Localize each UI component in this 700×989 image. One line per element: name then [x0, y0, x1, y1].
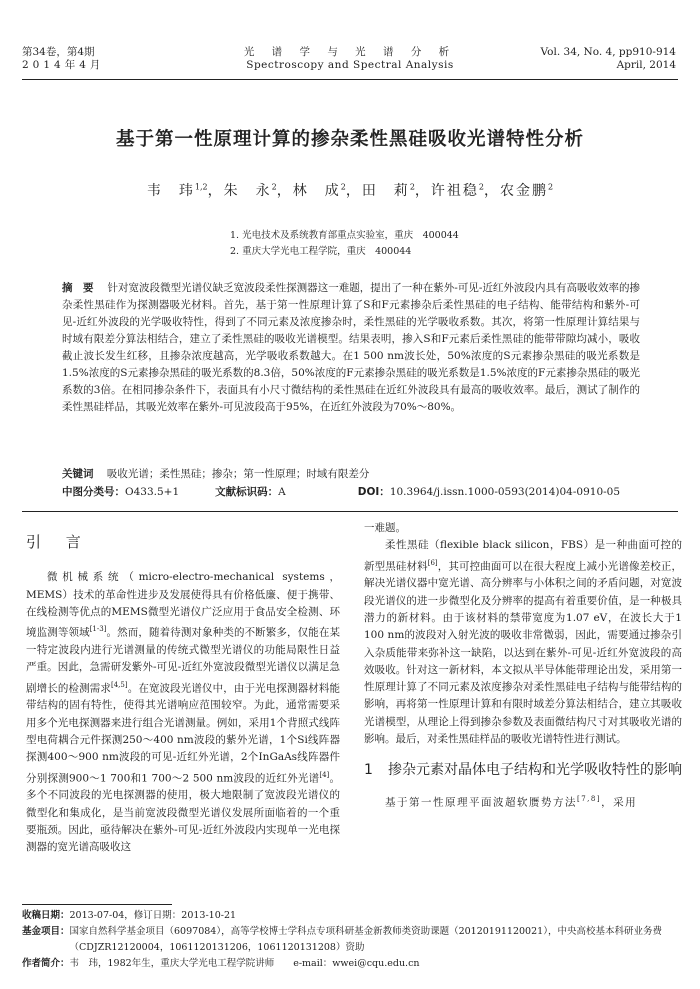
intro-heading: 引 言	[26, 533, 91, 551]
author: 林 成$^2$	[292, 182, 346, 199]
paper-title: 基于第一性原理计算的掺杂柔性黑硅吸收光谱特性分析	[115, 129, 584, 150]
volume-pages-en: Vol. 34, No. 4, pp910-914	[540, 46, 676, 58]
header-rule	[22, 79, 678, 80]
section-1-heading	[364, 760, 682, 781]
citation[interactable]: [4,5]	[110, 680, 128, 689]
abstract-text: 针对宽波段微型光谱仪缺乏宽波段柔性探测器这一难题，提出了一种在紫外-可见-近红外波段内具有高吸收效率的掺杂柔性黑硅作为探测器吸光材料。首先，基于第一性原理计算了S和F元素掺杂后柔性黑硅的电子结构、能带结构和紫外-可见-近红外波段的光学吸收特性，得到了不同元素及浓度掺杂时，柔性黑硅的光学吸收系数。其次，将第一性原理计算结果与时域有限差分算法相结合，建立了柔性黑硅的吸收光谱模型。结果表明，掺入S和F元素后柔性黑硅的能带带隙均减小，吸收截止波长发生红移，且掺杂浓度越高，光学吸收系数越大。在1 500 nm波长处，50%浓度的S元素掺杂黑硅的吸光系数是1.5%浓度的S元素掺杂黑硅的吸光系数的8.3倍，50%浓度的F元素掺杂黑硅的吸光系数是1.5%浓度的F元素掺杂黑硅的吸光系数的3倍。在相同掺杂条件下，表面具有小尺寸微结构的柔性黑硅在近红外波段具有最高的吸收效率。最后，测试了制作的柔性黑硅样品，其吸光效率在紫外-可见波段高于95%，在近红外波段为70%～80%。	[62, 282, 641, 413]
fund-info: 基金项目： 国家自然科学基金项目（6097084），高等学校博士学科点专项科研基金新教师类资助课题（20120191120021），中央高校基本科研业务费（CDJZR12120004，1061120131206，1061120131208）资助	[22, 926, 662, 953]
doi-value[interactable]: 10.3964/j.issn.1000-0593(2014)04-0910-05	[389, 486, 621, 498]
right-column	[364, 520, 682, 812]
keywords	[62, 466, 369, 481]
date-cn: 2014年4月	[22, 59, 105, 71]
author: 农金鹏$^2$	[500, 182, 554, 199]
journal-name-en: Spectroscopy and Spectral Analysis	[246, 59, 454, 71]
section-rule	[22, 511, 678, 512]
clc-label: 中图分类号：	[62, 486, 125, 498]
footnote-rule	[22, 904, 172, 905]
doc-code-label: 文献标识码：	[215, 486, 279, 498]
classification	[62, 484, 642, 499]
doc-code-value: A	[278, 486, 286, 498]
section-1-paragraph: 基于第一性原理平面波超软赝势方法[7,8]，采用	[385, 795, 638, 809]
affiliations	[230, 228, 459, 260]
section-number: 1	[364, 762, 373, 779]
author: 朱 永$^2$	[223, 182, 277, 199]
clc-value: O433.5+1	[125, 486, 180, 498]
volume-issue-cn: 第34卷，第4期	[22, 46, 95, 58]
author: 许祖稳$^2$	[430, 182, 484, 199]
affiliation: 2. 重庆大学光电工程学院，重庆 400044	[230, 246, 412, 257]
left-column	[26, 520, 340, 857]
journal-name-cn: 光 谱 学 与 光 谱 分 析	[243, 46, 457, 58]
citation[interactable]: [1-3]	[89, 625, 107, 634]
footnote	[22, 908, 682, 972]
intro-continuation: 一难题。	[364, 522, 406, 534]
keywords-text: 吸收光谱；柔性黑硅；掺杂；第一性原理；时域有限差分	[106, 468, 370, 480]
affiliation: 1. 光电技术及系统教育部重点实验室，重庆 400044	[230, 230, 459, 241]
citation[interactable]: [6]	[427, 558, 438, 567]
section-title: 掺杂元素对晶体电子结构和光学吸收特性的影响	[388, 762, 682, 779]
date-en: April, 2014	[616, 59, 676, 71]
doi-label: DOI：	[357, 486, 390, 498]
fbs-paragraph: 柔性黑硅（flexible black silicon，FBS）是一种曲面可控的新型黑硅材料[6]，其可控曲面可以在很大程度上减小光谱像差校正，解决光谱仪器中宽光谱、高分辨率与小体积之间的矛盾问题，对宽波段光谱仪的进一步微型化及分辨率的提高有着重要价值，是一种极具潜力的新材料。由于该材料的禁带宽度为1.07 eV，在波长大于1 100 nm的波段对入射光波的吸收非常微弱，因此，需要通过掺杂引入杂质能带来弥补这一缺陷，以达到在紫外-可见-近红外宽波段的高效吸收。针对这一新材料，本文拟从半导体能带理论出发，采用第一性原理计算了不同元素及浓度掺杂对柔性黑硅电子结构与能带结构的影响，再将第一性原理计算和有限时域差分算法相结合，建立其吸收光谱模型，从理论上得到掺杂参数及表面微结构尺寸对其吸收光谱的影响。最后，对柔性黑硅样品的吸收光谱特性进行测试。	[364, 539, 683, 746]
keywords-label: 关键词	[62, 468, 94, 480]
received-date: 收稿日期： 2013-07-04，修订日期：2013-10-21	[22, 910, 237, 921]
author-list: 韦 玮$^{1,2}$，朱 永$^2$，林 成$^2$，田 莉$^2$，许祖稳$^2$，农金鹏$^2$	[146, 182, 554, 199]
abstract	[62, 280, 640, 416]
intro-paragraph: 微机械系统（micro-electro-mechanical systems，MEMS）技术的革命性进步及发展使得具有价格低廉、便于携带、在线检测等优点的MEMS微型光谱仪广泛应用于食品安全检测、环境监测等领域[1-3]。然而，随着待测对象种类的不断繁多，仅能在某一特定波段内进行光谱测量的传统式微型光谱仪的功能局限性日益严重。因此，急需研发紫外-可见-近红外宽波段微型光谱仪以满足急剧增长的检测需求[4,5]。在宽波段光谱仪中，由于光电探测器材料能带结构的固有特性，使得其光谱响应范围较窄。为此，通常需要采用多个光电探测器来进行组合光谱测量。例如，采用1个背照式线阵型电荷耦合元件探测250～400 nm波段的紫外光谱，1个Si线阵器探测400～900 nm波段的可见-近红外光谱，2个InGaAs线阵器件分别探测900～1 700和1 700～2 500 nm波段的近红外光谱[4]。多个不同波段的光电探测器的使用，极大地限制了宽波段光谱仪的微型化和集成化，是当前宽波段微型光谱仪发展所面临着的一个重要瓶颈。因此，亟待解决在紫外-可见-近红外波段内实现单一光电探测器的宽光谱高吸收这	[26, 571, 341, 854]
abstract-label: 摘 要	[62, 282, 94, 294]
citation[interactable]: [4]	[319, 770, 330, 779]
header-pages	[541, 46, 676, 72]
author: 韦 玮$^{1,2}$	[146, 182, 208, 199]
author-bio: 作者简介： 韦 玮，1982年生，重庆大学光电工程学院讲师 e-mail：wwei@cqu.edu.cn	[22, 958, 420, 969]
author: 田 莉$^2$	[361, 182, 415, 199]
citation[interactable]: [7,8]	[577, 795, 602, 804]
